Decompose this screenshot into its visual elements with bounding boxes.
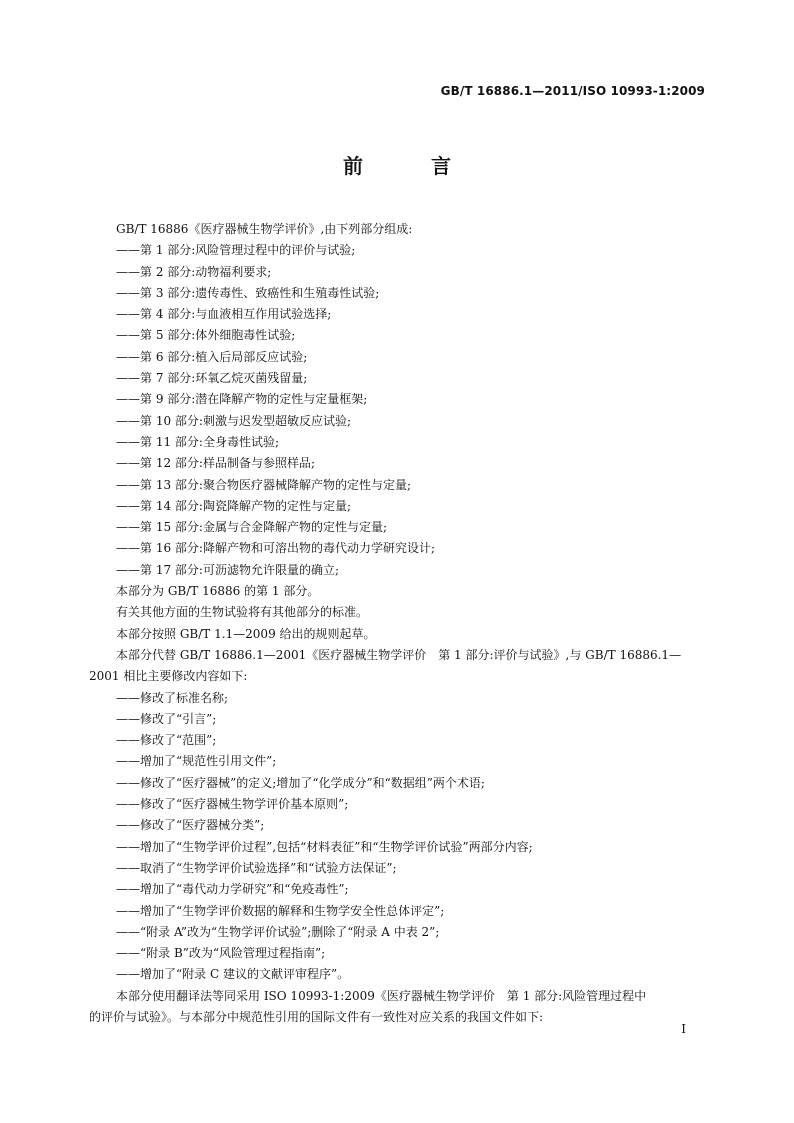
replacement-paragraph [89,645,705,688]
statement-paragraph: 本部分按照 GB/T 1.1—2009 给出的规则起草。 [116,626,376,641]
adoption-paragraph [89,986,705,1029]
list-item: ——“附录 A”改为“生物学评价试验”;删除了“附录 A 中表 2”; [116,924,440,939]
standard-code-header: GB/T 16886.1—2011/ISO 10993-1:2009 [440,84,705,98]
list-item: ——修改了“医疗器械”的定义;增加了“化学成分”和“数据组”两个术语; [116,775,485,790]
replacement-paragraph-line: 本部分代替 GB/T 16886.1—2001《医疗器械生物学评价 第 1 部分:评价与试验》,与 GB/T 16886.1— [116,647,682,662]
list-item: ——第 1 部分:风险管理过程中的评价与试验; [116,243,356,258]
list-item: ——第 7 部分:环氧乙烷灭菌残留量; [116,371,308,386]
list-item: ——第 3 部分:遗传毒性、致癌性和生殖毒性试验; [116,285,380,300]
statement-paragraph: 本部分为 GB/T 16886 的第 1 部分。 [116,584,320,599]
adoption-paragraph-line: 本部分使用翻译法等同采用 ISO 10993-1:2009《医疗器械生物学评价 第 1 部分:风险管理过程中 [116,988,647,1003]
intro-paragraph: GB/T 16886《医疗器械生物学评价》,由下列部分组成: [116,222,413,236]
list-item: ——第 14 部分:陶瓷降解产物的定性与定量; [116,498,351,513]
list-item: ——第 4 部分:与血液相互作用试验选择; [116,307,332,322]
page-title: 前 言 [343,154,475,178]
adoption-paragraph-line: 的评价与试验》。与本部分中规范性引用的国际文件有一致性对应关系的我国文件如下: [89,1009,544,1024]
list-item: ——修改了“医疗器械分类”; [116,818,265,833]
list-item: ——第 11 部分:全身毒性试验; [116,434,279,449]
document-body [89,219,705,1028]
list-item: ——第 13 部分:聚合物医疗器械降解产物的定性与定量; [116,477,411,492]
list-item: ——修改了“范围”; [116,733,217,748]
parts-list [89,240,705,581]
list-item: ——第 5 部分:体外细胞毒性试验; [116,328,296,343]
list-item: ——第 12 部分:样品制备与参照样品; [116,456,315,471]
list-item: ——第 16 部分:降解产物和可溶出物的毒代动力学研究设计; [116,541,435,556]
list-item: ——增加了“附录 C 建议的文献评审程序”。 [116,967,350,982]
list-item: ——第 2 部分:动物福利要求; [116,264,272,279]
list-item: ——增加了“生物学评价数据的解释和生物学安全性总体评定”; [116,903,445,918]
statement-paragraph: 有关其他方面的生物试验将有其他部分的标准。 [116,605,369,620]
list-item: ——第 10 部分:刺激与迟发型超敏反应试验; [116,413,351,428]
changes-list [89,688,705,986]
list-item: ——修改了“医疗器械生物学评价基本原则”; [116,797,349,812]
list-item: ——增加了“生物学评价过程”,包括“材料表征”和“生物学评价试验”两部分内容; [116,839,533,854]
list-item: ——第 6 部分:植入后局部反应试验; [116,349,308,364]
list-item: ——第 9 部分:潜在降解产物的定性与定量框架; [116,392,368,407]
list-item: ——第 15 部分:金属与合金降解产物的定性与定量; [116,520,387,535]
page-number: I [681,1022,686,1036]
replacement-paragraph-line: 2001 相比主要修改内容如下: [89,669,248,684]
list-item: ——“附录 B”改为“风险管理过程指南”; [116,946,326,961]
list-item: ——修改了标准名称; [116,690,229,705]
list-item: ——取消了“生物学评价试验选择”和“试验方法保证”; [116,860,397,875]
list-item: ——增加了“规范性引用文件”; [116,754,277,769]
list-item: ——修改了“引言”; [116,711,217,726]
list-item: ——第 17 部分:可沥滤物允许限量的确立; [116,562,339,577]
list-item: ——增加了“毒代动力学研究”和“免疫毒性”; [116,882,349,897]
